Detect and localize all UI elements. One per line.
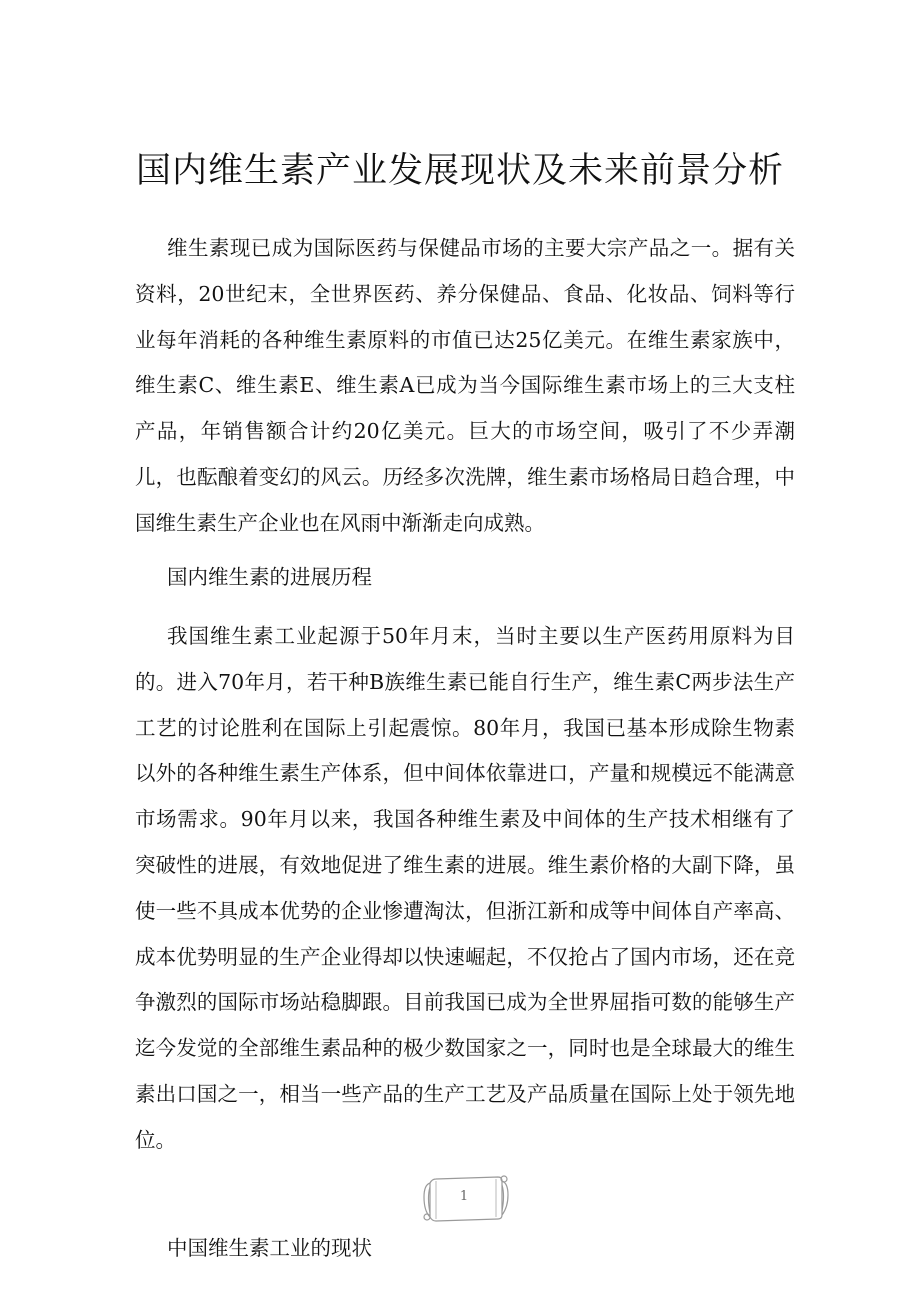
paragraph-intro: 维生素现已成为国际医药与保健品市场的主要大宗产品之一。据有关资料，20世纪末，全世界医药、养分保健品、食品、化妆品、饲料等行业每年消耗的各种维生素原料的市值已达25亿美元。在维生素家族中，维生素C、维生素E、维生素A已成为当今国际维生素市场上的三大支柱产品，年销售额合计约20亿美元。巨大的市场空间，吸引了不少弄潮儿，也酝酿着变幻的风云。历经多次洗牌，维生素市场格局日趋合理，中国维生素生产企业也在风雨中渐渐走向成熟。 — [135, 236, 795, 535]
page-number: 1 — [459, 1189, 469, 1204]
section-heading-status: 中国维生素工业的现状 — [167, 1236, 372, 1260]
paragraph-history: 我国维生素工业起源于50年月末，当时主要以生产医药用原料为目的。进入70年月，若干种B族维生素已能自行生产，维生素C两步法生产工艺的讨论胜利在国际上引起震惊。80年月，我国已基本形成除生物素以外的各种维生素生产体系，但中间体依靠进口，产量和规模远不能满意市场需求。90年月以来，我国各种维生素及中间体的生产技术相继有了突破性的进展，有效地促进了维生素的进展。维生素价格的大副下降，虽使一些不具成本优势的企业惨遭淘汰，但浙江新和成等中间体自产率高、成本优势明显的生产企业得却以快速崛起，不仅抢占了国内市场，还在竞争激烈的国际市场站稳脚跟。目前我国已成为全世界屈指可数的能够生产迄今发觉的全部维生素品种的极少数国家之一，同时也是全球最大的维生素出口国之一，相当一些产品的生产工艺及产品质量在国际上处于领先地位。 — [135, 624, 795, 1152]
document-title: 国内维生素产业发展现状及未来前景分析 — [135, 151, 784, 191]
page-number-badge — [418, 1167, 510, 1233]
section-heading-history: 国内维生素的进展历程 — [167, 565, 372, 589]
